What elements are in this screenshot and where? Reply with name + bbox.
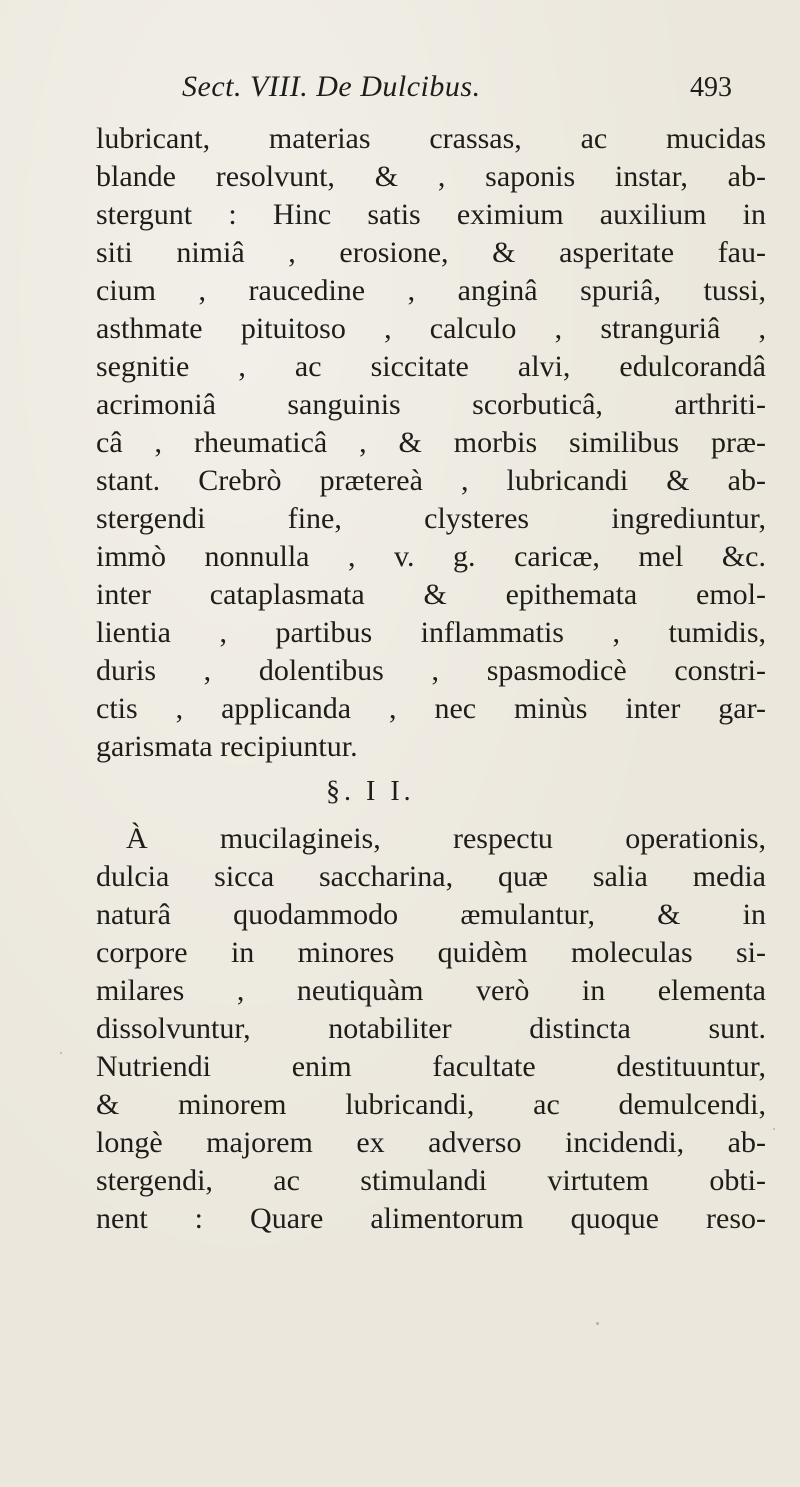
text-line: nent : Quare alimentorum quoque reso-	[96, 1202, 766, 1235]
text-line: câ , rheumaticâ , & morbis similibus præ-	[96, 426, 766, 459]
text-line: siti nimiâ , erosione, & asperitate fau-	[96, 236, 766, 269]
body-text	[96, 120, 766, 1238]
paper-speck	[60, 1052, 62, 1054]
text-line: segnitie , ac siccitate alvi, edulcorandâ	[96, 350, 766, 383]
text-line: stergendi, ac stimulandi virtutem obti-	[96, 1164, 766, 1197]
text-line: inter cataplasmata & epithemata emol-	[96, 578, 766, 611]
text-line: corpore in minores quidèm moleculas si-	[96, 936, 766, 969]
text-line: lientia , partibus inflammatis , tumidis,	[96, 616, 766, 649]
section-heading: §. I I.	[326, 776, 415, 807]
text-line: acrimoniâ sanguinis scorbuticâ, arthriti-	[96, 388, 766, 421]
text-line: stergendi fine, clysteres ingrediuntur,	[96, 502, 766, 535]
text-line: cium , raucedine , anginâ spuriâ, tussi,	[96, 274, 766, 307]
text-line: naturâ quodammodo æmulantur, & in	[96, 898, 766, 931]
text-line: asthmate pituitoso , calculo , stranguriâ ,	[96, 312, 766, 345]
text-line: milares , neutiquàm verò in elementa	[96, 974, 766, 1007]
paper-speck	[773, 1128, 775, 1130]
paragraph-1	[96, 120, 766, 766]
text-line: garismata recipiuntur.	[96, 730, 358, 763]
text-line: longè majorem ex adverso incidendi, ab-	[96, 1126, 766, 1159]
text-line: À mucilagineis, respectu operationis,	[126, 822, 766, 855]
running-title: Sect. VIII. De Dulcibus.	[182, 70, 481, 103]
paragraph-2	[96, 820, 766, 1238]
text-line: stant. Crebrò prætereà , lubricandi & ab-	[96, 464, 766, 497]
text-line: dissolvuntur, notabiliter distincta sunt.	[96, 1012, 766, 1045]
text-line: Nutriendi enim facultate destituuntur,	[96, 1050, 766, 1083]
page-header	[0, 70, 800, 110]
text-line: ctis , applicanda , nec minùs inter gar-	[96, 692, 766, 725]
paper-speck	[596, 1322, 599, 1325]
text-line: stergunt : Hinc satis eximium auxilium in	[96, 198, 766, 231]
text-line: lubricant, materias crassas, ac mucidas	[96, 122, 766, 155]
text-line: duris , dolentibus , spasmodicè constri-	[96, 654, 766, 687]
text-line: blande resolvunt, & , saponis instar, ab-	[96, 160, 766, 193]
page-number: 493	[690, 72, 732, 103]
text-line: immò nonnulla , v. g. caricæ, mel &c.	[96, 540, 766, 573]
text-line: dulcia sicca saccharina, quæ salia media	[96, 860, 766, 893]
text-line: & minorem lubricandi, ac demulcendi,	[96, 1088, 766, 1121]
